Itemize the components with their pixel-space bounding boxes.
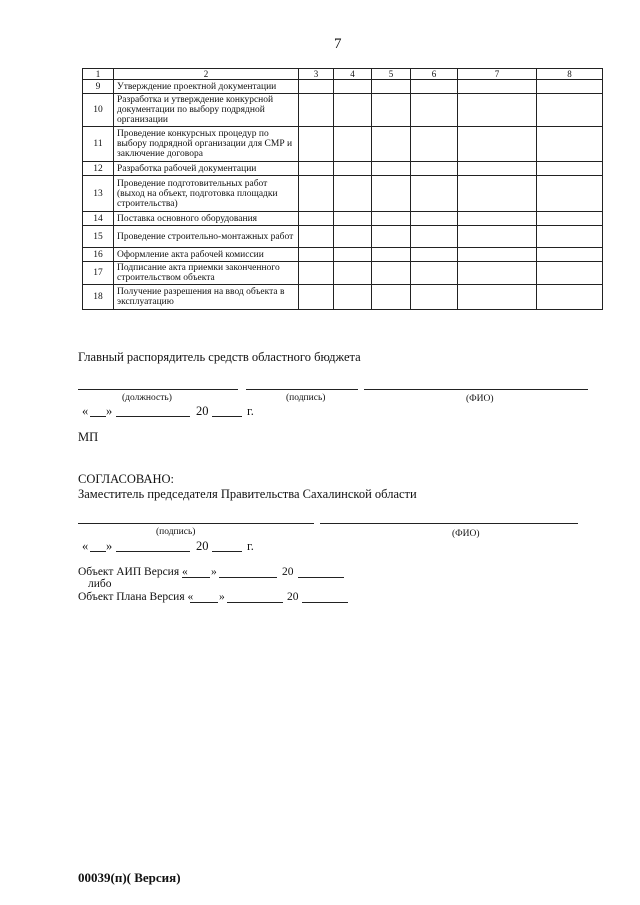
empty-cell [411,262,458,285]
name-line [364,389,588,390]
table-row [83,262,603,285]
row-stage-label: Поставка основного оборудования [114,212,299,226]
row-number: 15 [83,226,114,248]
row-number: 14 [83,212,114,226]
empty-cell [299,176,334,212]
schedule-table [82,68,603,310]
table-row [83,248,603,262]
empty-cell [411,94,458,127]
empty-cell [334,212,372,226]
table-header-row [83,69,603,80]
approval-date-open-quote: « [82,539,89,553]
approval-title: Заместитель председателя Правительства Сахалинской области [78,487,417,501]
empty-cell [458,80,537,94]
column-header: 1 [83,69,114,80]
date-year-line [212,416,242,417]
table-row [83,162,603,176]
empty-cell [458,212,537,226]
table-row [83,94,603,127]
aip-version-year-line [298,577,344,578]
empty-cell [299,212,334,226]
empty-cell [372,248,411,262]
date-day-line [90,416,106,417]
empty-cell [299,285,334,310]
table-row [83,285,603,310]
table-row [83,226,603,248]
column-header: 7 [458,69,537,80]
empty-cell [299,94,334,127]
empty-cell [372,127,411,162]
empty-cell [334,94,372,127]
column-header: 5 [372,69,411,80]
row-stage-label: Проведение конкурсных процедур по выбору подрядной организации для СМР и заключение договора [114,127,299,162]
empty-cell [372,80,411,94]
empty-cell [334,162,372,176]
empty-cell [299,262,334,285]
table-row [83,212,603,226]
empty-cell [537,162,603,176]
empty-cell [372,262,411,285]
row-number: 16 [83,248,114,262]
aip-version-close-quote: » [211,566,217,578]
name-label: (ФИО) [466,394,494,404]
row-number: 17 [83,262,114,285]
row-stage-label: Утверждение проектной документации [114,80,299,94]
empty-cell [458,226,537,248]
date-month-line [116,416,190,417]
empty-cell [537,285,603,310]
row-number: 13 [83,176,114,212]
empty-cell [334,127,372,162]
empty-cell [537,94,603,127]
empty-cell [372,212,411,226]
empty-cell [299,162,334,176]
table-row [83,176,603,212]
empty-cell [537,248,603,262]
empty-cell [372,94,411,127]
empty-cell [458,162,537,176]
empty-cell [537,127,603,162]
page-number: 7 [334,36,342,52]
aip-version-day-line [182,577,210,578]
empty-cell [458,127,537,162]
row-number: 12 [83,162,114,176]
aip-version-month-line [219,577,277,578]
signature-label: (подпись) [286,393,326,403]
empty-cell [458,285,537,310]
date-year-prefix: 20 [196,404,209,418]
document-code: 00039(п)( Версия) [78,870,181,885]
empty-cell [334,80,372,94]
empty-cell [458,248,537,262]
approval-date-day-line [90,551,106,552]
empty-cell [537,212,603,226]
approval-date-year-line [212,551,242,552]
plan-version-close-quote: » [219,591,225,603]
approval-name-label: (ФИО) [452,529,480,539]
row-stage-label: Проведение подготовительных работ (выход на объект, подготовка площадки строительства) [114,176,299,212]
empty-cell [299,226,334,248]
empty-cell [372,226,411,248]
empty-cell [334,226,372,248]
signature-line [246,389,358,390]
column-header: 8 [537,69,603,80]
empty-cell [372,176,411,212]
column-header: 6 [411,69,458,80]
empty-cell [537,176,603,212]
aip-version-year: 20 [282,566,294,578]
approval-date-year-suffix: г. [247,539,254,553]
budget-manager-title: Главный распорядитель средств областного бюджета [78,350,361,364]
approval-name-line [320,523,578,524]
aip-version-label: Объект АИП Версия « [78,566,188,578]
empty-cell [411,162,458,176]
empty-cell [334,285,372,310]
row-stage-label: Разработка рабочей документации [114,162,299,176]
approval-date-month-line [116,551,190,552]
empty-cell [458,176,537,212]
approval-signature-line [78,523,314,524]
table-row [83,127,603,162]
table-row [83,80,603,94]
position-line [78,389,238,390]
seal-label: МП [78,430,99,444]
row-stage-label: Разработка и утверждение конкурсной документации по выбору подрядной организации [114,94,299,127]
empty-cell [411,80,458,94]
column-header: 3 [299,69,334,80]
row-stage-label: Оформление акта рабочей комиссии [114,248,299,262]
empty-cell [334,262,372,285]
row-number: 9 [83,80,114,94]
empty-cell [411,285,458,310]
or-label: либо [88,578,112,590]
plan-version-day-line [190,602,218,603]
column-header: 4 [334,69,372,80]
row-number: 18 [83,285,114,310]
date-year-suffix: г. [247,404,254,418]
approval-date-year-prefix: 20 [196,539,209,553]
empty-cell [411,176,458,212]
empty-cell [334,248,372,262]
empty-cell [299,80,334,94]
empty-cell [458,262,537,285]
plan-version-label: Объект Плана Версия « [78,591,194,603]
row-stage-label: Получение разрешения на ввод объекта в эксплуатацию [114,285,299,310]
empty-cell [334,176,372,212]
plan-version-year-line [302,602,348,603]
approval-signature-label: (подпись) [156,527,196,537]
empty-cell [411,248,458,262]
row-stage-label: Подписание акта приемки законченного строительством объекта [114,262,299,285]
empty-cell [372,162,411,176]
date-close-quote: » [106,404,113,418]
empty-cell [411,212,458,226]
empty-cell [299,248,334,262]
approval-date-close-quote: » [106,539,113,553]
plan-version-month-line [227,602,283,603]
empty-cell [537,80,603,94]
approval-heading: СОГЛАСОВАНО: [78,472,175,486]
empty-cell [537,226,603,248]
empty-cell [411,127,458,162]
row-stage-label: Проведение строительно-монтажных работ [114,226,299,248]
row-number: 11 [83,127,114,162]
empty-cell [411,226,458,248]
plan-version-year: 20 [287,591,299,603]
date-open-quote: « [82,404,89,418]
position-label: (должность) [122,393,172,403]
empty-cell [372,285,411,310]
row-number: 10 [83,94,114,127]
empty-cell [537,262,603,285]
empty-cell [458,94,537,127]
empty-cell [299,127,334,162]
column-header: 2 [114,69,299,80]
